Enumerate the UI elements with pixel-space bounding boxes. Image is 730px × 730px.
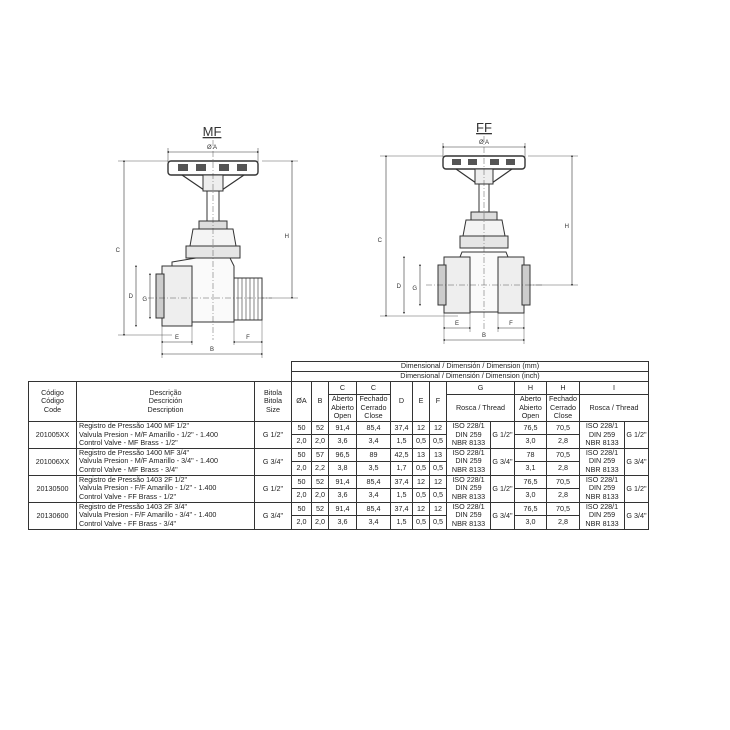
cell-inch-e: 0,5 [413,489,430,502]
spec-table [28,361,649,530]
cell-description: Registro de Pressão 1400 MF 1/2" Valvula Presion - M/F Amarillo - 1/2" - 1.400 Control Valve - MF Brass - 1/2" [77,421,255,448]
cell-i-size: G 1/2" [625,421,649,448]
cell-inch-e: 0,5 [413,435,430,448]
cell-mm-e: 12 [413,502,430,515]
cell-inch-c1: 3,6 [329,516,357,529]
header-g-top: G [447,382,515,395]
ff-dim-h: H [564,224,569,230]
cell-inch-h2: 2,8 [547,462,580,475]
cell-i-standard: ISO 228/1 DIN 259 NBR 8133 [580,502,625,529]
mf-valve-drawing [116,124,298,358]
mf-title: MF [202,124,222,139]
header-c-open: Aberto Abierto Open [329,395,357,422]
cell-mm-oa: 50 [292,421,312,434]
cell-inch-h2: 2,8 [547,489,580,502]
cell-inch-b: 2,0 [312,516,329,529]
cell-mm-h2: 70,5 [547,421,580,434]
cell-inch-b: 2,0 [312,489,329,502]
ff-valve-drawing [378,120,578,344]
ff-title: FF [476,120,492,135]
header-code: Código Código Code [29,382,77,422]
header-size: Bitola Bitola Size [255,382,292,422]
cell-mm-h2: 70,5 [547,448,580,461]
cell-mm-c1: 91,4 [329,421,357,434]
header-f: F [430,382,447,422]
cell-i-size: G 3/4" [625,448,649,475]
cell-inch-h1: 3,0 [515,489,547,502]
cell-mm-d: 37,4 [391,421,413,434]
ff-dim-d: D [396,284,401,290]
cell-code: 201006XX [29,448,77,475]
header-oa: ØA [292,382,312,422]
ff-dim-c: C [377,238,382,244]
header-c-open-top: C [329,382,357,395]
cell-inch-c2: 3,4 [357,516,391,529]
cell-inch-f: 0,5 [430,489,447,502]
cell-mm-d: 37,4 [391,475,413,488]
cell-mm-f: 12 [430,475,447,488]
cell-size: G 1/2" [255,475,292,502]
table-row [29,475,649,488]
ff-dim-b: B [481,333,487,339]
cell-inch-h1: 3,0 [515,435,547,448]
cell-g-size: G 1/2" [491,421,515,448]
cell-mm-b: 52 [312,475,329,488]
cell-mm-f: 13 [430,448,447,461]
header-i-thread: Rosca / Thread [580,395,649,422]
cell-mm-h1: 76,5 [515,475,547,488]
cell-mm-h1: 78 [515,448,547,461]
header-c-close-top: C [357,382,391,395]
cell-mm-oa: 50 [292,448,312,461]
cell-code: 20130600 [29,502,77,529]
cell-size: G 3/4" [255,448,292,475]
cell-g-standard: ISO 228/1 DIN 259 NBR 8133 [447,448,491,475]
cell-mm-c2: 89 [357,448,391,461]
cell-inch-c1: 3,6 [329,435,357,448]
cell-mm-oa: 50 [292,475,312,488]
cell-i-size: G 1/2" [625,475,649,502]
cell-size: G 1/2" [255,421,292,448]
cell-inch-h1: 3,1 [515,462,547,475]
cell-inch-c1: 3,8 [329,462,357,475]
cell-mm-h2: 70,5 [547,475,580,488]
mf-dim-f: F [246,335,250,341]
cell-mm-b: 52 [312,421,329,434]
ff-dim-e: E [454,321,460,327]
cell-mm-f: 12 [430,502,447,515]
cell-inch-f: 0,5 [430,462,447,475]
cell-inch-d: 1,7 [391,462,413,475]
cell-inch-c2: 3,4 [357,435,391,448]
cell-i-standard: ISO 228/1 DIN 259 NBR 8133 [580,421,625,448]
cell-description: Registro de Pressão 1403 2F 1/2" Valvula Presion - F/F Amarillo - 1/2" - 1.400 Control Valve - FF Brass - 1/2" [77,475,255,502]
cell-inch-h2: 2,8 [547,516,580,529]
cell-description: Registro de Pressão 1400 MF 3/4" Valvula Presion - M/F Amarillo - 3/4" - 1.400 Control Valve - MF Brass - 3/4" [77,448,255,475]
mf-dim-g: G [142,297,147,303]
header-h-close-top: H [547,382,580,395]
cell-inch-oa: 2,0 [292,489,312,502]
cell-inch-f: 0,5 [430,516,447,529]
cell-inch-oa: 2,0 [292,435,312,448]
cell-mm-c2: 85,4 [357,502,391,515]
cell-inch-d: 1,5 [391,516,413,529]
cell-inch-b: 2,2 [312,462,329,475]
cell-inch-oa: 2,0 [292,516,312,529]
cell-inch-oa: 2,0 [292,462,312,475]
cell-inch-e: 0,5 [413,516,430,529]
dim-mm-header: Dimensional / Dimensión / Dimension (mm) [292,362,649,372]
cell-mm-h1: 76,5 [515,421,547,434]
ff-dim-a: Ø A [478,140,490,146]
mf-dim-b: B [209,347,215,353]
header-h-open-top: H [515,382,547,395]
mf-dim-a: Ø A [206,145,218,151]
mf-dim-d: D [128,294,133,300]
cell-mm-d: 42,5 [391,448,413,461]
cell-size: G 3/4" [255,502,292,529]
cell-i-standard: ISO 228/1 DIN 259 NBR 8133 [580,475,625,502]
header-c-close: Fechado Cerrado Close [357,395,391,422]
cell-mm-c2: 85,4 [357,475,391,488]
header-d: D [391,382,413,422]
cell-mm-c2: 85,4 [357,421,391,434]
cell-mm-b: 57 [312,448,329,461]
cell-inch-c2: 3,4 [357,489,391,502]
cell-inch-d: 1,5 [391,435,413,448]
cell-g-size: G 3/4" [491,502,515,529]
table-row [29,421,649,434]
table-row [29,502,649,515]
cell-code: 20130500 [29,475,77,502]
ff-dim-f: F [509,321,513,327]
cell-description: Registro de Pressão 1403 2F 3/4" Valvula Presion - F/F Amarillo - 3/4" - 1.400 Control Valve - FF Brass - 3/4" [77,502,255,529]
ff-dim-g: G [412,286,417,292]
mf-dim-h: H [284,234,289,240]
header-description: Descrição Descrición Description [77,382,255,422]
dim-inch-header: Dimensional / Dimensión / Dimension (inch) [292,372,649,382]
cell-inch-d: 1,5 [391,489,413,502]
mf-dim-c: C [115,248,120,254]
cell-mm-h2: 70,5 [547,502,580,515]
cell-mm-oa: 50 [292,502,312,515]
cell-code: 201005XX [29,421,77,448]
cell-g-size: G 3/4" [491,448,515,475]
cell-mm-h1: 76,5 [515,502,547,515]
cell-mm-f: 12 [430,421,447,434]
cell-g-standard: ISO 228/1 DIN 259 NBR 8133 [447,421,491,448]
cell-g-size: G 1/2" [491,475,515,502]
cell-mm-e: 12 [413,421,430,434]
cell-inch-c1: 3,6 [329,489,357,502]
valve-drawings [0,0,730,360]
cell-mm-c1: 91,4 [329,475,357,488]
cell-inch-b: 2,0 [312,435,329,448]
cell-inch-c2: 3,5 [357,462,391,475]
cell-inch-f: 0,5 [430,435,447,448]
cell-g-standard: ISO 228/1 DIN 259 NBR 8133 [447,502,491,529]
cell-inch-h2: 2,8 [547,435,580,448]
header-b: B [312,382,329,422]
header-h-open: Aberto Abierto Open [515,395,547,422]
header-e: E [413,382,430,422]
cell-mm-b: 52 [312,502,329,515]
table-row [29,448,649,461]
cell-mm-c1: 91,4 [329,502,357,515]
header-i-top: I [580,382,649,395]
cell-mm-e: 12 [413,475,430,488]
header-g-thread: Rosca / Thread [447,395,515,422]
cell-mm-c1: 96,5 [329,448,357,461]
cell-inch-e: 0,5 [413,462,430,475]
header-h-close: Fechado Cerrado Close [547,395,580,422]
cell-mm-d: 37,4 [391,502,413,515]
cell-i-standard: ISO 228/1 DIN 259 NBR 8133 [580,448,625,475]
cell-i-size: G 3/4" [625,502,649,529]
cell-inch-h1: 3,0 [515,516,547,529]
cell-mm-e: 13 [413,448,430,461]
cell-g-standard: ISO 228/1 DIN 259 NBR 8133 [447,475,491,502]
mf-dim-e: E [174,335,180,341]
